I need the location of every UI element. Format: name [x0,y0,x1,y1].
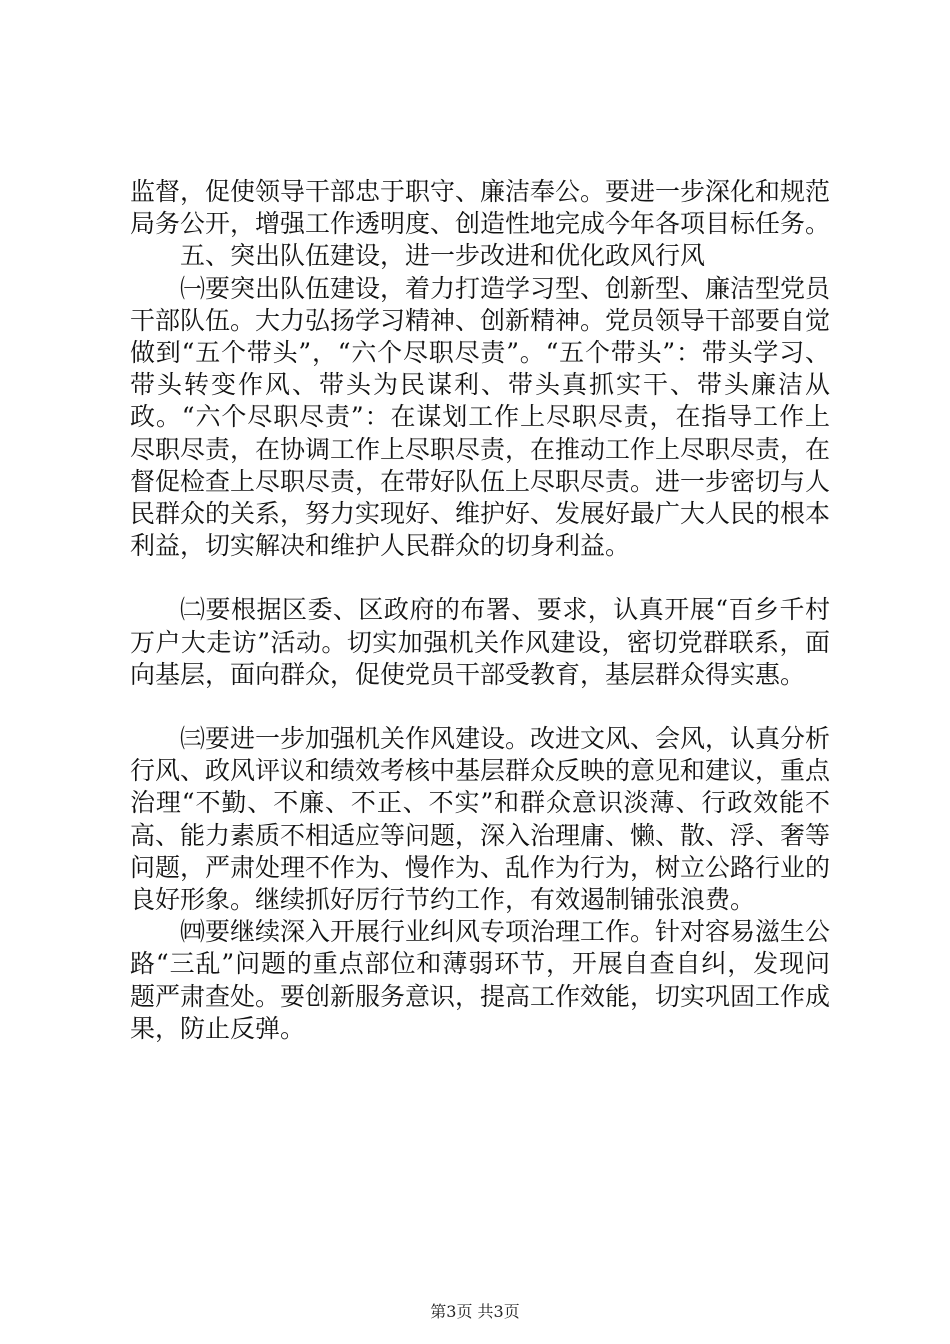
section-heading: 五、突出队伍建设，进一步改进和优化政风行风 [180,241,706,271]
paragraph-item-2: ㈡要根据区委、区政府的布署、要求，认真开展“百乡千村万户大走访”活动。切实加强机关作风建设，密切党群联系，面向基层，面向群众，促使党员干部受教育，基层群众得实惠。 [130,595,830,689]
document-body [130,176,830,1045]
paragraph-item-3: ㈢要进一步加强机关作风建设。改进文风、会风，认真分析行风、政风评议和绩效考核中基层群众反映的意见和建议，重点治理“不勤、不廉、不正、不实”和群众意识淡薄、行政效能不高、能力素质不相适应等问题，深入治理庸、懒、散、浮、奢等问题，严肃处理不作为、慢作为、乱作为行为，树立公路行业的良好形象。继续抓好厉行节约工作，有效遏制铺张浪费。 [130,724,831,915]
paragraph-item-1: ㈠要突出队伍建设，着力打造学习型、创新型、廉洁型党员干部队伍。大力弘扬学习精神、创新精神。党员领导干部要自觉做到“五个带头”，“六个尽职尽责”。“五个带头”：带头学习、带头转变作风、带头为民谋利、带头真抓实干、带头廉洁从政。“六个尽职尽责”：在谋划工作上尽职尽责，在指导工作上尽职尽责，在协调工作上尽职尽责，在推动工作上尽职尽责，在督促检查上尽职尽责，在带好队伍上尽职尽责。进一步密切与人民群众的关系，努力实现好、维护好、发展好最广大人民的根本利益，切实解决和维护人民群众的切身利益。 [130,273,831,561]
paragraph-item-4: ㈣要继续深入开展行业纠风专项治理工作。针对容易滋生公路“三乱”问题的重点部位和薄弱环节，开展自查自纠，发现问题严肃查处。要创新服务意识，提高工作效能，切实巩固工作成果，防止反弹。 [130,917,831,1043]
paragraph-continuation: 监督，促使领导干部忠于职守、廉洁奉公。要进一步深化和规范局务公开，增强工作透明度、创造性地完成今年各项目标任务。 [130,177,831,239]
page-footer: 第3页 共3页 [430,1302,520,1321]
